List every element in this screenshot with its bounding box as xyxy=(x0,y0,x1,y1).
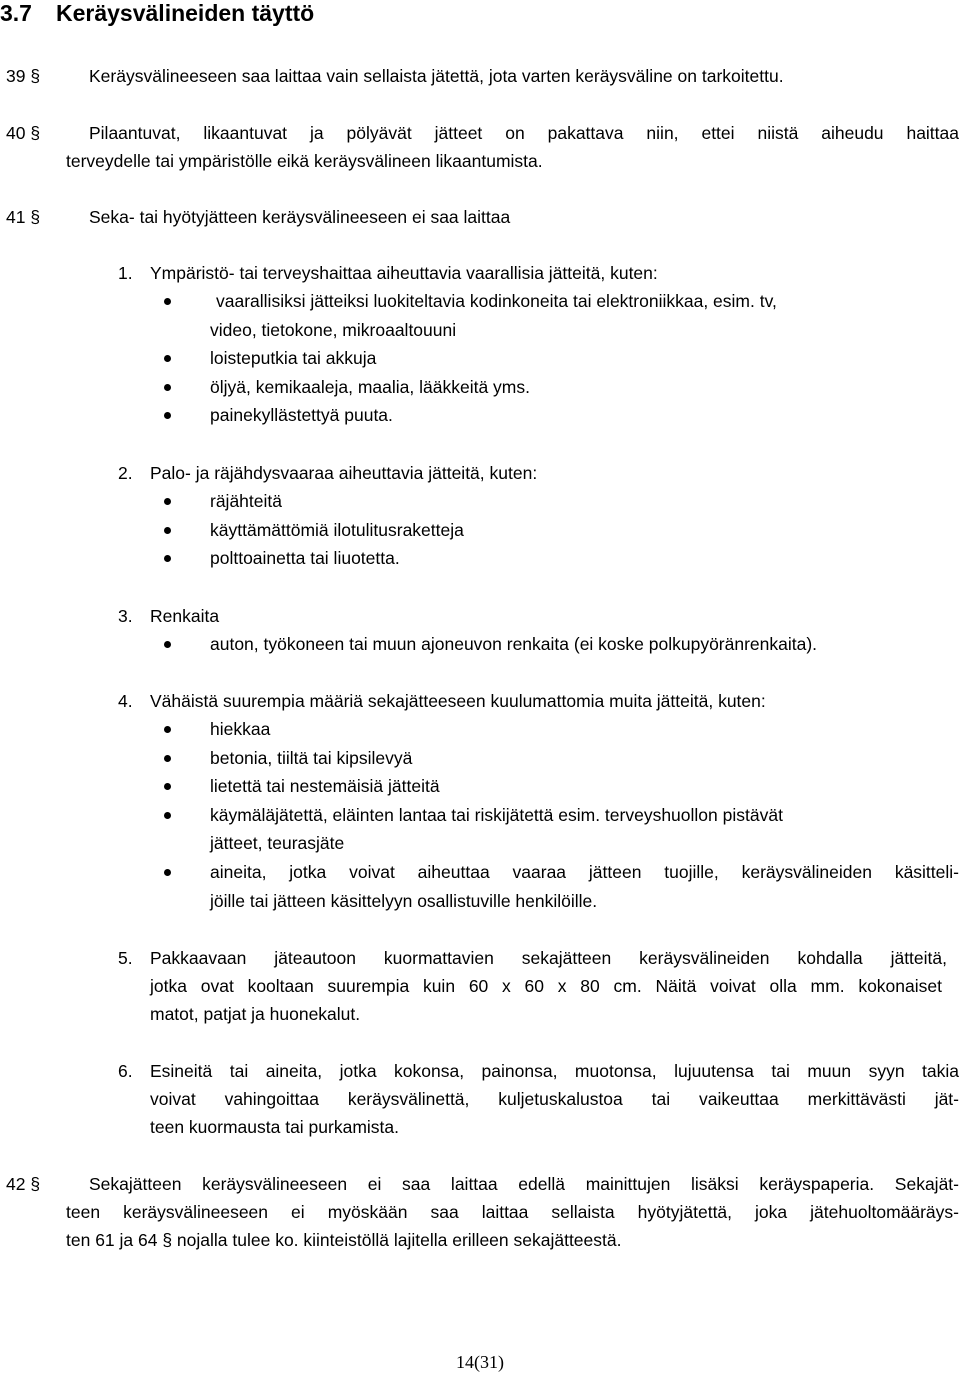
list-item-4-number: 4. xyxy=(118,691,133,711)
list-item-5-number: 5. xyxy=(118,948,133,968)
section-sign: § xyxy=(30,1174,41,1194)
bullet-text: käymäläjätettä, eläinten lantaa tai riskijätettä esim. terveyshuollon pistävät xyxy=(210,805,783,825)
bullet-text: käyttämättömiä ilotulitusraketteja xyxy=(210,520,464,540)
bullet-text: betonia, tiiltä tai kipsilevyä xyxy=(210,748,413,768)
para-num: 39 xyxy=(6,66,26,86)
paragraph-40-line-1: Pilaantuvat, likaantuvat ja pölyävät jätteet on pakattava niin, ettei niistä aiheudu haittaa xyxy=(89,123,959,143)
section-sign: § xyxy=(30,66,41,86)
list-item-1-text: Ympäristö- tai terveyshaittaa aiheuttavia vaarallisia jätteitä, kuten: xyxy=(150,263,658,283)
list-item-5-line-2: jotka ovat kooltaan suurempia kuin 60 x 60 x 80 cm. Näitä voivat olla mm. kokonaiset xyxy=(150,976,942,996)
paragraph-42-line-3: ten 61 ja 64 § nojalla tulee ko. kiinteistöllä lajitella erilleen sekajätteestä. xyxy=(66,1230,622,1250)
bullet-dot xyxy=(164,783,171,790)
section-number: 3.7 xyxy=(0,0,32,26)
list-item-5-line-1: Pakkaavaan jäteautoon kuormattavien sekajätteen keräysvälineiden kohdalla jätteitä, xyxy=(150,948,947,968)
bullet-text: vaarallisiksi jätteiksi luokiteltavia kodinkoneita tai elektroniikkaa, esim. tv, xyxy=(216,291,777,311)
bullet-text: loisteputkia tai akkuja xyxy=(210,348,377,368)
paragraph-39-text: Keräysvälineeseen saa laittaa vain sellaista jätettä, jota varten keräysväline on tarkoitettu. xyxy=(89,66,784,86)
bullet-text: lietettä tai nestemäisiä jätteitä xyxy=(210,776,440,796)
list-item-6-number: 6. xyxy=(118,1061,133,1081)
bullet-dot xyxy=(164,869,171,876)
section-sign: § xyxy=(30,207,41,227)
paragraph-number-42 xyxy=(6,1174,40,1195)
bullet-text: hiekkaa xyxy=(210,719,271,739)
bullet-dot xyxy=(164,498,171,505)
bullet-dot xyxy=(164,412,171,419)
bullet-text-continued: jöille tai jätteen käsittelyyn osallistuville henkilöille. xyxy=(210,891,598,911)
paragraph-41-text: Seka- tai hyötyjätteen keräysvälineeseen ei saa laittaa xyxy=(89,207,511,227)
page-number: 14(31) xyxy=(456,1352,504,1372)
bullet-dot xyxy=(164,812,171,819)
section-heading xyxy=(0,0,314,27)
list-item-6-line-2: voivat vahingoittaa keräysvälinettä, kuljetuskalustoa tai vaikeuttaa merkittävästi jät- xyxy=(150,1089,959,1109)
bullet-dot xyxy=(164,298,171,305)
bullet-text: auton, työkoneen tai muun ajoneuvon renkaita (ei koske polkupyöränrenkaita). xyxy=(210,634,818,654)
section-title: Keräysvälineiden täyttö xyxy=(56,0,315,26)
bullet-text: öljyä, kemikaaleja, maalia, lääkkeitä yms. xyxy=(210,377,530,397)
bullet-dot xyxy=(164,355,171,362)
list-item-1-number: 1. xyxy=(118,263,133,283)
bullet-dot xyxy=(164,555,171,562)
bullet-dot xyxy=(164,641,171,648)
bullet-dot xyxy=(164,755,171,762)
bullet-dot xyxy=(164,527,171,534)
bullet-text-continued: jätteet, teurasjäte xyxy=(210,833,345,853)
bullet-text: aineita, jotka voivat aiheuttaa vaaraa jätteen tuojille, keräysvälineiden käsitteli- xyxy=(210,862,959,882)
section-sign: § xyxy=(30,123,41,143)
bullet-dot xyxy=(164,726,171,733)
para-num: 40 xyxy=(6,123,26,143)
paragraph-number-39 xyxy=(6,66,40,87)
paragraph-number-41 xyxy=(6,207,40,228)
paragraph-number-40 xyxy=(6,123,40,144)
bullet-dot xyxy=(164,384,171,391)
bullet-text: painekyllästettyä puuta. xyxy=(210,405,393,425)
bullet-text: räjähteitä xyxy=(210,491,282,511)
paragraph-42-line-2: teen keräysvälineeseen ei myöskään saa laittaa sellaista hyötyjätettä, joka jätehuoltomääräys- xyxy=(66,1202,959,1222)
list-item-3-text: Renkaita xyxy=(150,606,220,626)
para-num: 42 xyxy=(6,1174,26,1194)
list-item-6-line-1: Esineitä tai aineita, jotka kokonsa, painonsa, muotonsa, lujuutensa tai muun syyn takia xyxy=(150,1061,959,1081)
bullet-text: polttoainetta tai liuotetta. xyxy=(210,548,400,568)
list-item-6-line-3: teen kuormausta tai purkamista. xyxy=(150,1117,400,1137)
list-item-2-number: 2. xyxy=(118,463,133,483)
paragraph-42-line-1: Sekajätteen keräysvälineeseen ei saa laittaa edellä mainittujen lisäksi keräyspaperia. Sekajät- xyxy=(89,1174,959,1194)
list-item-4-text: Vähäistä suurempia määriä sekajätteeseen kuulumattomia muita jätteitä, kuten: xyxy=(150,691,766,711)
list-item-3-number: 3. xyxy=(118,606,133,626)
para-num: 41 xyxy=(6,207,26,227)
list-item-5-line-3: matot, patjat ja huonekalut. xyxy=(150,1004,361,1024)
bullet-text-continued: video, tietokone, mikroaaltouuni xyxy=(210,320,457,340)
paragraph-40-line-2: terveydelle tai ympäristölle eikä keräysvälineen likaantumista. xyxy=(66,151,543,171)
list-item-2-text: Palo- ja räjähdysvaaraa aiheuttavia jätteitä, kuten: xyxy=(150,463,538,483)
